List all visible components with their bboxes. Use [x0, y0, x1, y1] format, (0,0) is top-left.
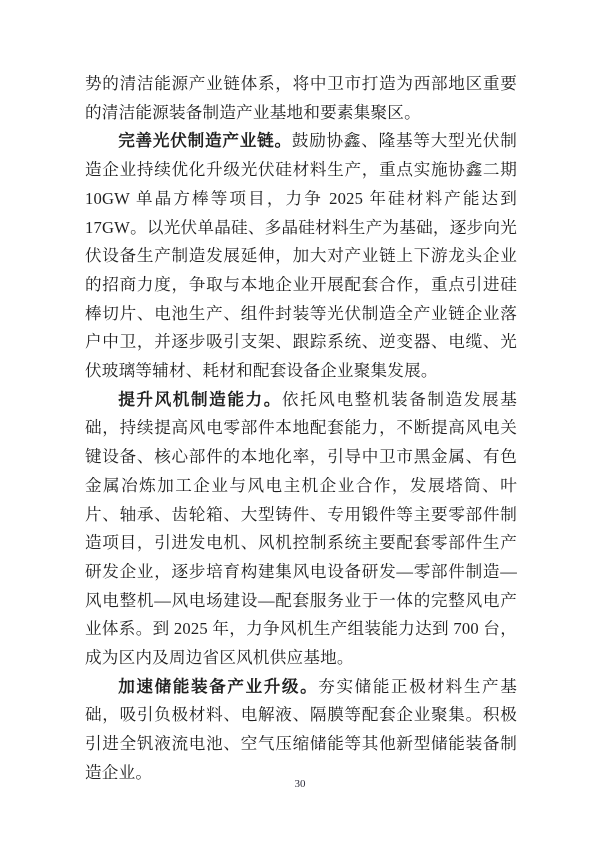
paragraph	[85, 386, 517, 673]
paragraph-text: 夯实储能正极材料生产基础，吸引负极材料、电解液、隔膜等配套企业聚集。积极引进全钒液流电池、空气压缩储能等其他新型储能装备制造企业。	[85, 676, 518, 782]
paragraph-lead: 完善光伏制造产业链。	[118, 131, 292, 151]
paragraph	[85, 70, 517, 127]
paragraph-text: 势的清洁能源产业链体系，将中卫市打造为西部地区重要的清洁能源装备制造产业基地和要素集聚区。	[85, 74, 517, 122]
paragraph-lead: 提升风机制造能力。	[118, 389, 282, 409]
paragraph-lead: 加速储能装备产业升级。	[118, 676, 319, 696]
paragraph-text: 依托风电整机装备制造发展基础，持续提高风电零部件本地配套能力，不断提高风电关键设备、核心部件的本地化率，引导中卫市黑金属、有色金属冶炼加工企业与风电主机企业合作，发展塔筒、叶片、轴承、齿轮箱、大型铸件、专用锻件等主要零部件制造项目，引进发电机、风机控制系统主要配套零部件生产研发企业，逐步培育构建集风电设备研发—零部件制造—风电整机—风电场建设—配套服务业于一体的完整风电产业体系。到 2025 年，力争风机生产组装能力达到 700 台，成为区内及周边省区风机供应基地。	[85, 389, 517, 668]
paragraph	[85, 673, 517, 788]
paragraph	[85, 127, 517, 385]
page-number: 30	[294, 778, 306, 790]
document-body	[85, 70, 517, 788]
paragraph-text: 鼓励协鑫、隆基等大型光伏制造企业持续优化升级光伏硅材料生产，重点实施协鑫二期 10GW 单晶方棒等项目，力争 2025 年硅材料产能达到 17GW。以光伏单晶硅、多晶硅材料生产为基础，逐步向光伏设备生产制造发展延伸，加大对产业链上下游龙头企业的招商力度，争取与本地企业开展配套合作，重点引进硅棒切片、电池生产、组件封装等光伏制造全产业链企业落户中卫，并逐步吸引支架、跟踪系统、逆变器、电缆、光伏玻璃等辅材、耗材和配套设备企业聚集发展。	[85, 131, 517, 381]
